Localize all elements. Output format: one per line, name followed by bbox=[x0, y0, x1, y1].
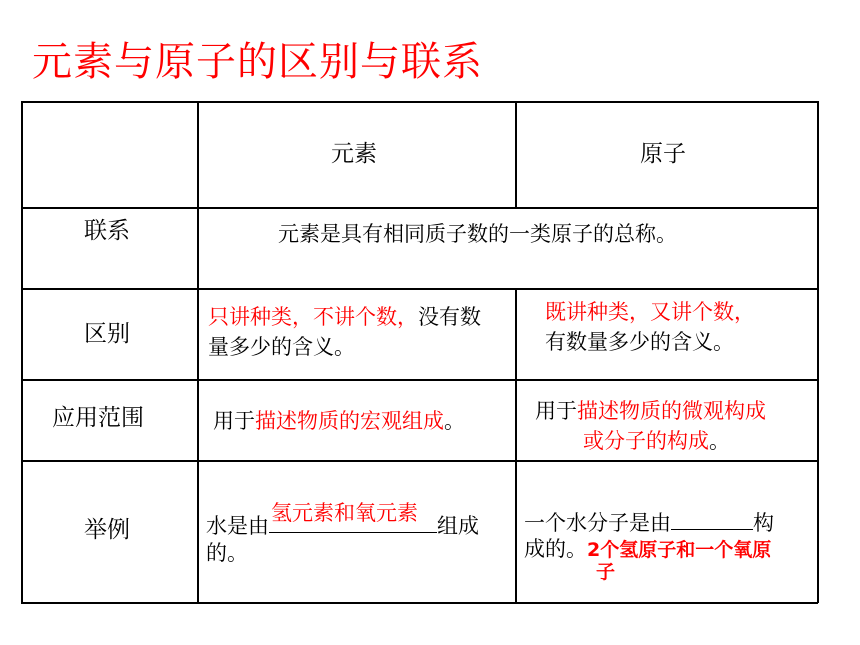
table-border-left bbox=[21, 101, 23, 603]
scope-element-suffix: 。 bbox=[444, 409, 465, 433]
example-atom-line1-suffix: 构 bbox=[753, 511, 774, 535]
example-atom-line1: 一个水分子是由 bbox=[524, 511, 671, 535]
scope-atom-prefix: 用于 bbox=[535, 399, 577, 423]
example-atom-line2 bbox=[524, 535, 771, 565]
scope-atom-line2-red: 或分子的构成 bbox=[583, 429, 709, 453]
example-element bbox=[206, 501, 479, 541]
table-divider bbox=[21, 288, 818, 290]
example-atom-answer-line2: 子 bbox=[596, 561, 616, 583]
example-element-answer: 氢元素和氧元素 bbox=[271, 501, 418, 525]
scope-element bbox=[213, 407, 465, 436]
example-atom-answer: 2个氢原子和一个氧原 bbox=[587, 539, 772, 561]
header-element: 元素 bbox=[331, 141, 377, 167]
difference-atom-red: 既讲种类，又讲个数， bbox=[545, 300, 755, 324]
page-title: 元素与原子的区别与联系 bbox=[32, 39, 483, 85]
table-divider bbox=[21, 460, 818, 462]
table-divider bbox=[197, 101, 199, 603]
scope-atom-line2-suffix: 。 bbox=[709, 429, 730, 453]
scope-element-prefix: 用于 bbox=[213, 409, 255, 433]
connection-text: 元素是具有相同质子数的一类原子的总称。 bbox=[278, 222, 677, 246]
difference-atom-line2: 有数量多少的含义。 bbox=[545, 330, 734, 354]
difference-element-line2: 量多少的含义。 bbox=[208, 335, 355, 359]
table-border-bottom bbox=[21, 602, 818, 604]
scope-element-red: 描述物质的宏观组成 bbox=[255, 409, 444, 433]
scope-atom-line2 bbox=[583, 427, 730, 456]
row-label-example: 举例 bbox=[84, 517, 130, 543]
header-atom: 原子 bbox=[640, 141, 686, 167]
row-label-connection: 联系 bbox=[84, 218, 130, 244]
table-divider bbox=[21, 379, 818, 381]
example-atom-line2-text: 成的。 bbox=[524, 537, 587, 561]
row-label-difference: 区别 bbox=[84, 321, 130, 347]
example-atom-blank bbox=[671, 505, 753, 530]
example-element-suffix: 组成 bbox=[437, 514, 479, 538]
difference-element-red: 只讲种类，不讲个数， bbox=[208, 305, 418, 329]
scope-atom bbox=[535, 397, 766, 426]
example-element-blank bbox=[269, 501, 437, 533]
difference-element bbox=[208, 303, 481, 332]
row-label-scope: 应用范围 bbox=[52, 405, 144, 431]
table-divider bbox=[515, 101, 517, 208]
example-atom bbox=[524, 505, 774, 538]
table-divider bbox=[21, 207, 818, 209]
table-divider bbox=[515, 288, 517, 603]
table-border-right bbox=[817, 101, 819, 603]
example-element-line2: 的。 bbox=[206, 541, 248, 565]
example-element-prefix: 水是由 bbox=[206, 514, 269, 538]
difference-element-black: 没有数 bbox=[418, 305, 481, 329]
table-border-top bbox=[21, 101, 818, 103]
scope-atom-red: 描述物质的微观构成 bbox=[577, 399, 766, 423]
